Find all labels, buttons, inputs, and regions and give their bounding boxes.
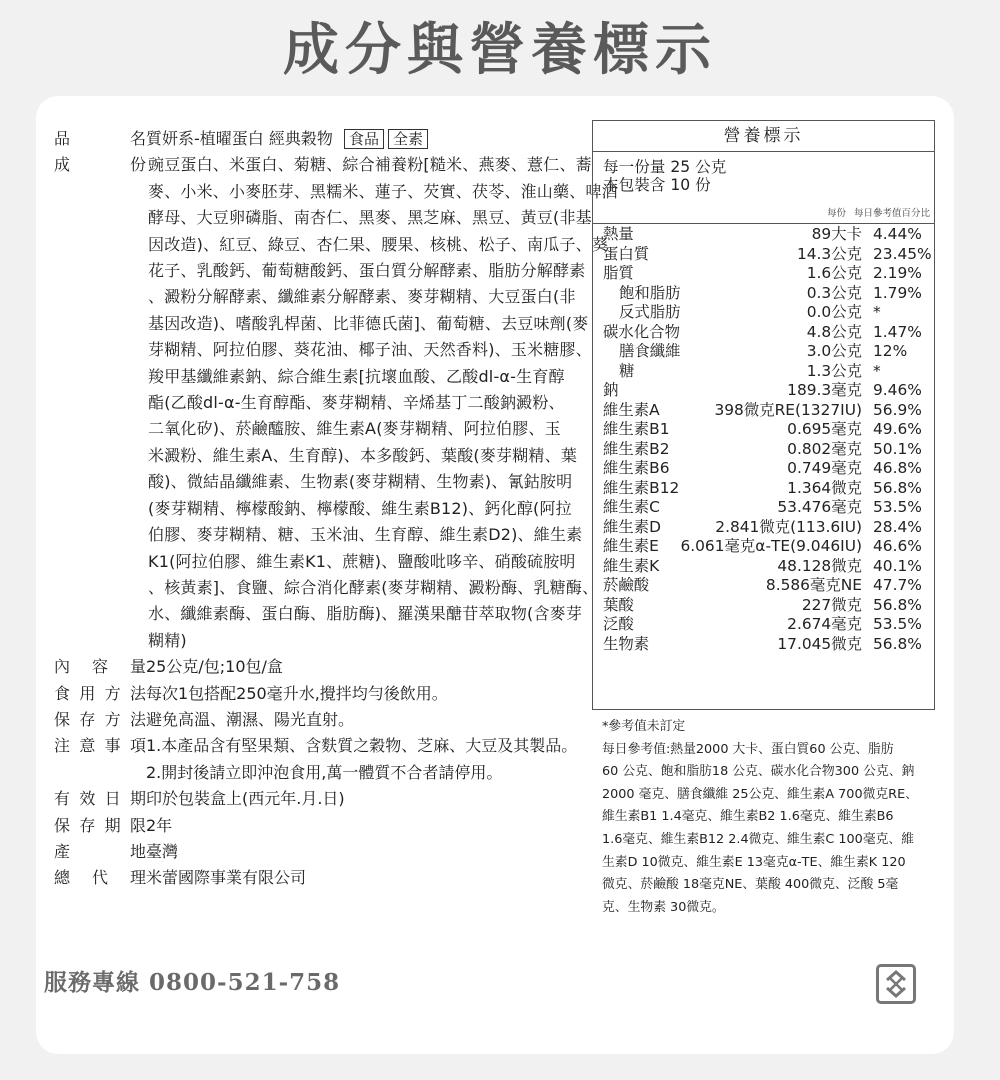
nutrient-daily-percent: 50.1% bbox=[873, 439, 922, 458]
ingredient-line: 米澱粉、維生素A、生育醇)、本多酸鈣、葉酸(麥芽糊精、葉 bbox=[148, 445, 578, 465]
ingredient-line: K1(阿拉伯膠、維生素K1、蔗糖)、鹽酸吡哆辛、硝酸硫胺明 bbox=[148, 551, 576, 571]
nutrient-daily-percent: * bbox=[873, 361, 881, 380]
product-name-row bbox=[54, 126, 614, 152]
nutrient-amount: 48.128微克 bbox=[777, 556, 862, 575]
shelf-row bbox=[54, 813, 614, 839]
nutrition-row bbox=[593, 420, 934, 440]
expiry-value: 印於包裝盒上(西元年.月.日) bbox=[146, 789, 345, 809]
nutrient-amount: 53.476毫克 bbox=[777, 498, 862, 516]
reference-line: 每日參考值:熱量2000 大卡、蛋白質60 公克、脂肪 bbox=[602, 741, 894, 757]
ingredient-line: 二氧化矽)、菸鹼醯胺、維生素A(麥芽糊精、阿拉伯膠、玉 bbox=[148, 419, 561, 439]
ingredient-line: 因改造)、紅豆、綠豆、杏仁果、腰果、核桃、松子、南瓜子、葵 bbox=[148, 234, 609, 254]
nutrient-name: 蛋白質 bbox=[603, 244, 650, 263]
origin-row bbox=[54, 839, 614, 865]
badge-vegan: 全素 bbox=[388, 129, 428, 149]
reference-note: *參考值未訂定 bbox=[602, 719, 686, 734]
reference-line: 克、生物素 30微克。 bbox=[602, 899, 725, 915]
nutrient-daily-percent: 12% bbox=[873, 342, 908, 360]
servings-per-package: 本包裝含 10 份 bbox=[603, 176, 711, 194]
nutrition-rows bbox=[593, 225, 934, 654]
content-row bbox=[54, 654, 614, 680]
ingredients-text bbox=[146, 152, 618, 654]
nutrition-row bbox=[593, 225, 934, 245]
reference-line: 維生素B1 1.4毫克、維生素B2 1.6毫克、維生素B6 bbox=[602, 809, 894, 825]
nutrition-row bbox=[593, 576, 934, 596]
nutrition-row bbox=[593, 479, 934, 499]
nutrition-column-header bbox=[593, 201, 934, 224]
nutrient-daily-percent: 1.47% bbox=[873, 322, 922, 341]
recycle-icon bbox=[876, 964, 916, 1004]
nutrient-name: 生物素 bbox=[603, 634, 650, 653]
reference-line: 微克、菸鹼酸 18毫克NE、葉酸 400微克、泛酸 5毫 bbox=[602, 877, 899, 893]
nutrient-name: 維生素K bbox=[603, 556, 660, 575]
agent-row bbox=[54, 865, 614, 891]
nutrition-row bbox=[593, 440, 934, 460]
reference-line: 60 公克、飽和脂肪18 公克、碳水化合物300 公克、鈉 bbox=[602, 764, 915, 780]
storage-row bbox=[54, 707, 614, 733]
nutrient-amount: 0.3公克 bbox=[806, 283, 862, 302]
nutrient-amount: 6.061毫克α-TE(9.046IU) bbox=[680, 537, 862, 555]
nutrient-name: 菸鹼酸 bbox=[603, 576, 650, 594]
badge-food: 食品 bbox=[344, 129, 384, 149]
nutrient-name: 維生素A bbox=[603, 400, 660, 419]
nutrition-row bbox=[593, 284, 934, 304]
field-label: 有 效 日 期 bbox=[54, 789, 146, 809]
nutrition-row bbox=[593, 615, 934, 635]
nutrient-daily-percent: 23.45% bbox=[873, 244, 932, 263]
storage-value: 避免高溫、潮濕、陽光直射。 bbox=[146, 709, 355, 729]
ingredient-line: 糊精) bbox=[148, 630, 187, 650]
reference-line: 生素D 10微克、維生素E 13毫克α-TE、維生素K 120 bbox=[602, 854, 906, 870]
nutrient-name: 維生素C bbox=[603, 498, 660, 516]
nutrient-name: 維生素B1 bbox=[603, 420, 670, 438]
field-label: 食 用 方 法 bbox=[54, 683, 146, 703]
nutrient-name: 鈉 bbox=[603, 381, 619, 399]
nutrition-row bbox=[593, 362, 934, 382]
ingredient-line: 、核黃素]、食鹽、綜合消化酵素(麥芽糊精、澱粉酶、乳糖酶、 bbox=[148, 577, 599, 597]
ingredient-line: 酵母、大豆卵磷脂、南杏仁、黑麥、黑芝麻、黑豆、黃豆(非基 bbox=[148, 208, 592, 228]
ingredient-line: 酸)、微結晶纖維素、生物素(麥芽糊精、生物素)、氰鈷胺明 bbox=[148, 472, 573, 492]
nutrient-name: 維生素B2 bbox=[603, 439, 670, 458]
nutrient-daily-percent: 56.8% bbox=[873, 634, 922, 653]
nutrient-amount: 14.3公克 bbox=[796, 244, 862, 263]
field-label: 注 意 事 項 bbox=[54, 736, 146, 756]
nutrient-daily-percent: 53.5% bbox=[873, 615, 922, 633]
nutrient-daily-percent: 46.8% bbox=[873, 459, 922, 477]
origin-value: 臺灣 bbox=[146, 841, 179, 861]
nutrient-amount: 0.695毫克 bbox=[787, 420, 862, 438]
nutrient-name: 碳水化合物 bbox=[603, 322, 680, 341]
nutrient-amount: 3.0公克 bbox=[806, 342, 862, 360]
nutrient-amount: 17.045微克 bbox=[777, 634, 862, 653]
nutrient-amount: 1.364微克 bbox=[787, 478, 862, 497]
nutrient-amount: 398微克RE(1327IU) bbox=[714, 400, 862, 419]
ingredient-line: 酯(乙酸dl-α-生育醇酯、麥芽糊精、辛烯基丁二酸鈉澱粉、 bbox=[148, 393, 565, 413]
nutrition-row bbox=[593, 303, 934, 323]
nutrient-daily-percent: 9.46% bbox=[873, 381, 922, 399]
nutrient-amount: 0.802毫克 bbox=[787, 439, 862, 458]
field-label: 保 存 期 限 bbox=[54, 815, 146, 835]
nutrient-amount: 1.3公克 bbox=[806, 361, 862, 380]
column-daily-value: 每日參考值百分比 bbox=[853, 208, 930, 219]
nutrition-row bbox=[593, 537, 934, 557]
nutrient-amount: 189.3毫克 bbox=[787, 381, 862, 399]
column-per-serving: 每份 bbox=[826, 208, 846, 219]
shelf-value: 2年 bbox=[146, 815, 173, 835]
nutrient-name: 熱量 bbox=[603, 225, 634, 243]
label-card bbox=[36, 96, 954, 1054]
nutrition-row bbox=[593, 381, 934, 401]
agent-value: 米蕾國際事業有限公司 bbox=[146, 868, 307, 888]
usage-value: 每次1包搭配250毫升水,攪拌均勻後飲用。 bbox=[146, 683, 448, 703]
ingredient-line: (麥芽糊精、檸檬酸鈉、檸檬酸、維生素B12)、鈣化醇(阿拉 bbox=[148, 498, 572, 518]
ingredient-line: 麥、小米、小麥胚芽、黑糯米、蓮子、芡實、茯苓、淮山藥、啤酒 bbox=[148, 181, 618, 201]
nutrient-amount: 227微克 bbox=[801, 595, 862, 614]
nutrient-amount: 0.749毫克 bbox=[787, 459, 862, 477]
nutrient-name: 膳食纖維 bbox=[619, 342, 681, 360]
field-label: 保 存 方 法 bbox=[54, 709, 146, 729]
field-label: 內 容 量 bbox=[54, 657, 146, 677]
notes-item: 2.開封後請立即沖泡食用,萬一體質不合者請停用。 bbox=[146, 762, 503, 782]
nutrition-row bbox=[593, 635, 934, 655]
product-name: 質妍系-植曜蛋白 經典穀物 bbox=[146, 129, 333, 148]
nutrient-daily-percent: 1.79% bbox=[873, 283, 922, 302]
nutrient-daily-percent: 56.8% bbox=[873, 595, 922, 614]
nutrient-daily-percent: 47.7% bbox=[873, 576, 922, 594]
expiry-row bbox=[54, 786, 614, 812]
nutrient-daily-percent: 4.44% bbox=[873, 225, 922, 243]
nutrient-amount: 0.0公克 bbox=[806, 303, 862, 321]
nutrient-daily-percent: 56.8% bbox=[873, 478, 922, 497]
nutrient-daily-percent: 40.1% bbox=[873, 556, 922, 575]
nutrient-name: 脂質 bbox=[603, 264, 634, 282]
field-label: 品 名 bbox=[54, 129, 146, 148]
reference-line: 1.6毫克、維生素B12 2.4微克、維生素C 100毫克、維 bbox=[602, 831, 915, 847]
nutrient-name: 反式脂肪 bbox=[619, 303, 681, 321]
ingredient-line: 豌豆蛋白、米蛋白、菊糖、綜合補養粉[糙米、燕麥、薏仁、蕎 bbox=[148, 155, 592, 175]
nutrient-name: 維生素E bbox=[603, 537, 659, 555]
reference-values bbox=[602, 716, 936, 919]
field-label: 成 份 bbox=[54, 155, 146, 175]
nutrient-daily-percent: * bbox=[873, 303, 881, 321]
notes-row bbox=[54, 733, 614, 759]
ingredients-row bbox=[54, 152, 618, 654]
nutrition-row bbox=[593, 245, 934, 265]
ingredient-line: 花子、乳酸鈣、葡萄糖酸鈣、蛋白質分解酵素、脂肪分解酵素 bbox=[148, 261, 586, 281]
nutrient-amount: 2.841微克(113.6IU) bbox=[715, 517, 862, 536]
nutrition-row bbox=[593, 264, 934, 284]
nutrition-table bbox=[592, 120, 935, 710]
nutrition-row bbox=[593, 401, 934, 421]
ingredient-line: 羧甲基纖維素鈉、綜合維生素[抗壞血酸、乙酸dl-α-生育醇 bbox=[148, 366, 565, 386]
serving-size: 每一份量 25 公克 bbox=[603, 158, 727, 176]
content-value: 25公克/包;10包/盒 bbox=[146, 657, 283, 677]
ingredient-line: 、澱粉分解酵素、纖維素分解酵素、麥芽糊精、大豆蛋白(非 bbox=[148, 287, 576, 307]
serving-info bbox=[593, 152, 934, 194]
nutrient-daily-percent: 56.9% bbox=[873, 400, 922, 419]
nutrient-name: 飽和脂肪 bbox=[619, 283, 681, 302]
service-hotline: 服務專線 0800-521-758 bbox=[44, 969, 341, 996]
nutrient-name: 維生素B6 bbox=[603, 459, 670, 477]
field-label: 產 地 bbox=[54, 841, 146, 861]
nutrient-name: 維生素B12 bbox=[603, 478, 680, 497]
nutrition-row bbox=[593, 557, 934, 577]
nutrient-daily-percent: 28.4% bbox=[873, 517, 922, 536]
nutrition-row bbox=[593, 498, 934, 518]
nutrient-daily-percent: 46.6% bbox=[873, 537, 922, 555]
nutrition-row bbox=[593, 459, 934, 479]
nutrient-amount: 1.6公克 bbox=[806, 264, 862, 282]
ingredient-line: 芽糊精、阿拉伯膠、葵花油、椰子油、天然香料)、玉米糖膠、 bbox=[148, 340, 592, 360]
nutrient-name: 泛酸 bbox=[603, 615, 634, 633]
nutrient-amount: 2.674毫克 bbox=[787, 615, 862, 633]
notes-item: 1.本產品含有堅果類、含麩質之穀物、芝麻、大豆及其製品。 bbox=[146, 736, 578, 756]
field-label: 總 代 理 bbox=[54, 868, 146, 888]
nutrition-row bbox=[593, 323, 934, 343]
ingredient-line: 水、纖維素酶、蛋白酶、脂肪酶)、羅漢果醣苷萃取物(含麥芽 bbox=[148, 604, 583, 624]
reference-line: 2000 毫克、膳食纖維 25公克、維生素A 700微克RE、 bbox=[602, 786, 918, 802]
nutrient-amount: 8.586毫克NE bbox=[765, 576, 862, 594]
nutrient-name: 維生素D bbox=[603, 517, 662, 536]
nutrient-amount: 89大卡 bbox=[811, 225, 862, 243]
page-title: 成分與營養標示 bbox=[283, 17, 717, 83]
nutrient-daily-percent: 2.19% bbox=[873, 264, 922, 282]
nutrition-title: 營養標示 bbox=[593, 121, 934, 152]
usage-row bbox=[54, 681, 614, 707]
nutrition-row bbox=[593, 342, 934, 362]
nutrition-row bbox=[593, 518, 934, 538]
nutrient-daily-percent: 53.5% bbox=[873, 498, 922, 516]
nutrient-name: 糖 bbox=[619, 361, 635, 380]
ingredient-line: 基因改造)、嗜酸乳桿菌、比菲德氏菌]、葡萄糖、去豆味劑(麥 bbox=[148, 313, 589, 333]
ingredient-line: 伯膠、麥芽糊精、糖、玉米油、生育醇、維生素D2)、維生素 bbox=[148, 525, 583, 545]
nutrient-amount: 4.8公克 bbox=[806, 322, 862, 341]
nutrient-daily-percent: 49.6% bbox=[873, 420, 922, 438]
nutrition-row bbox=[593, 596, 934, 616]
nutrient-name: 葉酸 bbox=[603, 595, 634, 614]
product-info bbox=[54, 126, 618, 892]
